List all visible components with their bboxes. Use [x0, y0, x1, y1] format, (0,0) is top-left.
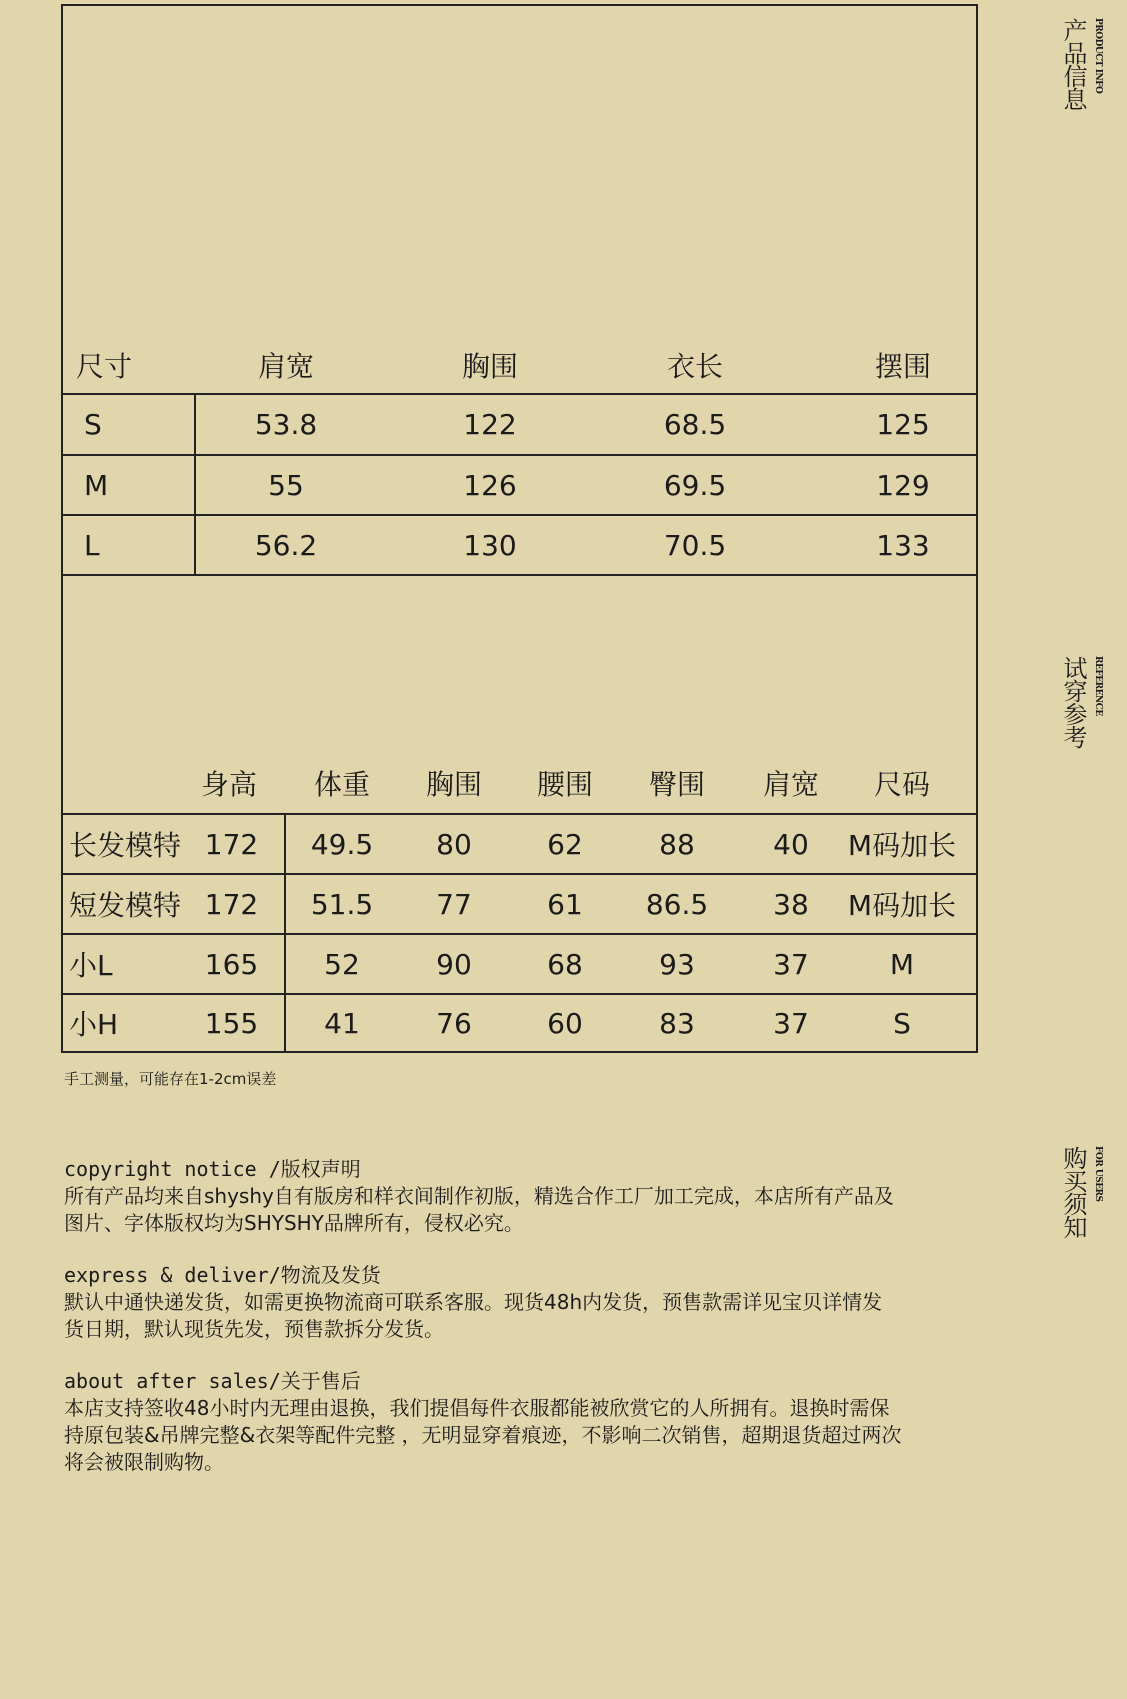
- express-section: [64, 1262, 984, 1343]
- fit-cell: 83: [659, 1006, 695, 1040]
- after-sales-section: [64, 1368, 984, 1476]
- fit-cell: 61: [547, 887, 583, 921]
- fit-cell: M: [889, 947, 915, 981]
- side-label-for-users: [1056, 1146, 1103, 1238]
- size-cell: 126: [463, 468, 517, 502]
- fit-cell: 172: [204, 887, 259, 921]
- size-cell: 133: [876, 528, 930, 562]
- size-cell: L: [84, 528, 100, 562]
- fit-cell: 90: [436, 947, 472, 981]
- size-cell: 56.2: [254, 528, 318, 562]
- size-cell: 122: [463, 408, 517, 441]
- size-cell: S: [84, 408, 102, 441]
- size-header-length: 衣长: [666, 350, 723, 383]
- section-line: 默认中通快递发货，如需更换物流商可联系客服。现货48h内发货，预售款需详见宝贝详情发: [64, 1290, 883, 1314]
- side-label-zh: 产品信息: [1059, 18, 1087, 110]
- size-table-divider: [194, 394, 196, 575]
- side-label-reference: [1056, 656, 1103, 748]
- section-title: about after sales/关于售后: [64, 1369, 361, 1393]
- fit-cell: 41: [324, 1006, 360, 1040]
- side-label-zh: 购买须知: [1059, 1146, 1087, 1238]
- section-title: express & deliver/物流及发货: [64, 1263, 381, 1287]
- fit-cell: 40: [773, 827, 809, 861]
- size-cell: M: [84, 468, 109, 502]
- fit-cell: M码加长: [847, 889, 957, 922]
- fit-cell: 93: [659, 947, 695, 981]
- size-cell: 129: [876, 468, 930, 502]
- size-cell: 125: [876, 408, 930, 441]
- fit-cell: 38: [773, 887, 809, 921]
- side-label-zh: 试穿参考: [1059, 656, 1087, 748]
- size-header-shoulder: 肩宽: [257, 350, 314, 383]
- fit-cell: 165: [204, 947, 259, 981]
- side-label-product-info: [1056, 18, 1103, 110]
- fit-model-name: 短发模特: [69, 889, 182, 922]
- fit-cell: 76: [436, 1006, 472, 1040]
- section-line: 货日期，默认现货先发，预售款拆分发货。: [64, 1317, 444, 1341]
- section-line: 所有产品均来自shyshy自有版房和样衣间制作初版，精选合作工厂加工完成，本店所有产品及: [64, 1184, 894, 1208]
- size-cell: 68.5: [663, 408, 727, 441]
- fit-header-chest: 胸围: [425, 768, 482, 801]
- size-header-hem: 摆围: [874, 350, 931, 383]
- fit-cell: 172: [204, 827, 259, 861]
- fit-header-weight: 体重: [313, 768, 370, 801]
- size-cell: 69.5: [663, 468, 727, 502]
- section-line: 图片、字体版权均为SHYSHY品牌所有，侵权必究。: [64, 1211, 524, 1235]
- fit-cell: 86.5: [645, 887, 709, 921]
- size-header-size: 尺寸: [76, 350, 133, 383]
- size-cell: 130: [463, 528, 517, 562]
- fit-cell: 60: [547, 1006, 583, 1040]
- measurement-note: 手工测量，可能存在1-2cm误差: [64, 1070, 277, 1088]
- fit-header-waist: 腰围: [536, 768, 593, 801]
- side-label-en: PRODUCT INFO: [1093, 18, 1103, 94]
- size-cell: 53.8: [254, 408, 318, 441]
- copyright-section: [64, 1156, 984, 1237]
- fit-cell: S: [893, 1006, 911, 1040]
- fit-cell: 37: [773, 1006, 809, 1040]
- fit-cell: M码加长: [847, 829, 957, 862]
- side-label-en: FOR USERS: [1093, 1146, 1103, 1202]
- size-cell: 70.5: [663, 528, 727, 562]
- section-line: 持原包装&吊牌完整&衣架等配件完整 ，无明显穿着痕迹，不影响二次销售，超期退货超过两次: [64, 1423, 902, 1447]
- fit-header-height: 身高: [200, 768, 257, 801]
- fit-model-name: 小H: [69, 1008, 119, 1041]
- fit-cell: 62: [547, 827, 583, 861]
- fit-cell: 88: [659, 827, 695, 861]
- size-header-chest: 胸围: [461, 350, 518, 383]
- fit-cell: 68: [547, 947, 583, 981]
- section-line: 本店支持签收48小时内无理由退换，我们提倡每件衣服都能被欣赏它的人所拥有。退换时需保: [64, 1396, 890, 1420]
- fit-cell: 52: [324, 947, 360, 981]
- fit-cell: 80: [436, 827, 472, 861]
- size-cell: 55: [268, 468, 304, 502]
- fit-header-hip: 臀围: [648, 768, 705, 801]
- fit-table-divider: [284, 814, 286, 1052]
- fit-model-name: 长发模特: [69, 829, 182, 862]
- side-label-en: REFERENCE: [1093, 656, 1103, 716]
- fit-model-name: 小L: [69, 949, 113, 982]
- fit-cell: 49.5: [310, 827, 374, 861]
- fit-header-size: 尺码: [873, 768, 930, 801]
- section-line: 将会被限制购物。: [64, 1450, 224, 1474]
- fit-cell: 77: [436, 887, 472, 921]
- fit-cell: 155: [204, 1006, 259, 1040]
- section-title: copyright notice /版权声明: [64, 1157, 361, 1181]
- size-table-rule: [61, 574, 978, 576]
- fit-header-shoulder: 肩宽: [762, 768, 819, 801]
- fit-cell: 51.5: [310, 887, 374, 921]
- fit-cell: 37: [773, 947, 809, 981]
